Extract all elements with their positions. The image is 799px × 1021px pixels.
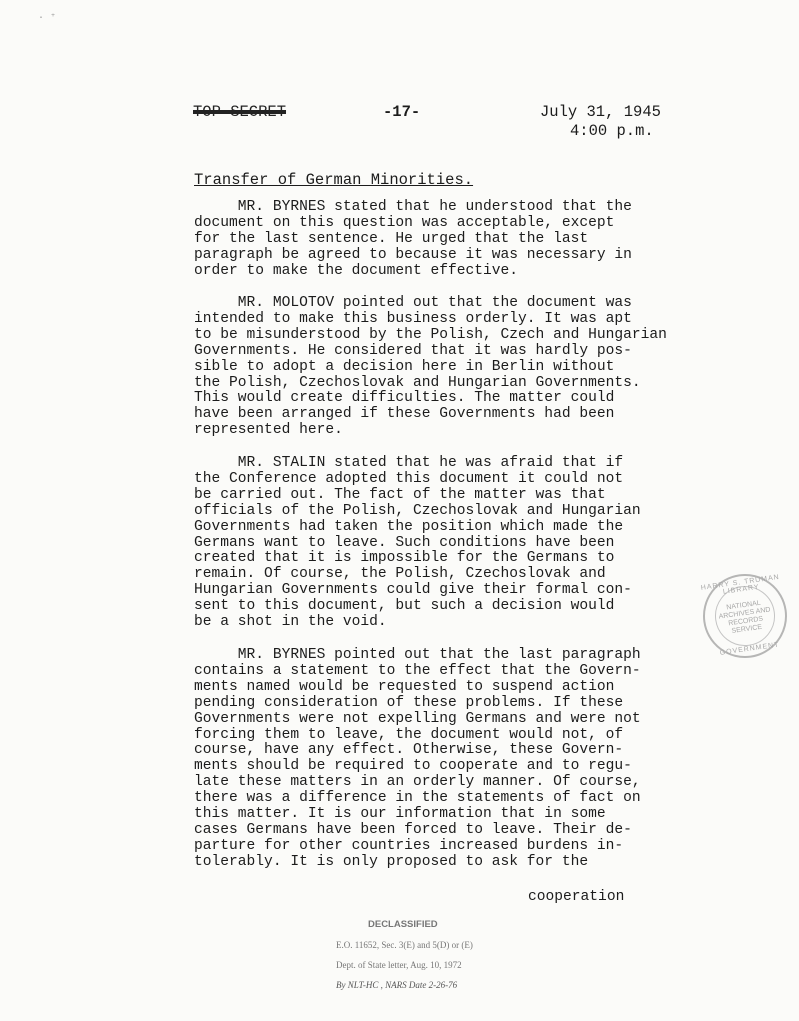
declassified-letter: Dept. of State letter, Aug. 10, 1972 (336, 960, 462, 970)
document-time: 4:00 p.m. (570, 122, 654, 140)
paragraph-stalin: MR. STALIN stated that he was afraid that if the Conference adopted this document it could not be carried out. The fact of the matter was that officials of the Polish, Czechoslovak and Hungarian Governments had taken the position which made the Germans want to leave. Such conditions have been created that it is impossible for the Germans to remain. Of course, the Polish, Czechoslovak and Hungarian Governments could give their formal con- sent to this document, but such a decision would be a shot in the void. (194, 455, 641, 631)
page-number: -17- (383, 103, 421, 121)
stamp-middle-text: NATIONAL ARCHIVES AND RECORDS SERVICE (718, 599, 771, 635)
section-title: Transfer of German Minorities. (194, 171, 474, 189)
declassified-by-line: By NLT-HC , NARS Date 2-26-76 (336, 980, 458, 990)
margin-marks: · ⁺ (38, 13, 57, 24)
classification-marking: TOP SECRET (193, 103, 287, 121)
paragraph-byrnes-1: MR. BYRNES stated that he understood that the document on this question was acceptable, except for the last sentence. He urged that the last paragraph be agreed to because it was necessary in order to make the document effective. (194, 199, 632, 279)
document-date: July 31, 1945 (540, 103, 661, 121)
declassified-title: DECLASSIFIED (368, 919, 438, 930)
paragraph-byrnes-2: MR. BYRNES pointed out that the last paragraph contains a statement to the effect that the Govern- ments named would be requested to suspend action pending consideration of these problems. If these Governments were not expelling Germans and were not forcing them to leave, the document would not, of course, have any effect. Otherwise, these Govern- ments should be required to cooperate and to regu- late these matters in an orderly manner. Of course, there was a difference in the statements of fact on this matter. It is our information that in some cases Germans have been forced to leave. Their de- parture for other countries increased burdens in- tolerably. It is only proposed to ask for the (194, 647, 641, 870)
paragraph-molotov: MR. MOLOTOV pointed out that the document was intended to make this business orderly. It was apt to be misunderstood by the Polish, Czech and Hungarian Governments. He considered that it was hardly pos- sible to adopt a decision here in Berlin without the Polish, Czechoslovak and Hungarian Governments. This would create difficulties. The matter could have been arranged if these Governments had been represented here. (194, 295, 667, 439)
catchword: cooperation (528, 889, 625, 905)
declassification-stamp (336, 915, 556, 995)
stamp-bottom-text: GOVERNMENT (719, 641, 780, 657)
stamp-top-text: HARRY S. TRUMAN LIBRARY (700, 573, 781, 596)
declassified-authority: E.O. 11652, Sec. 3(E) and 5(D) or (E) (336, 940, 473, 950)
